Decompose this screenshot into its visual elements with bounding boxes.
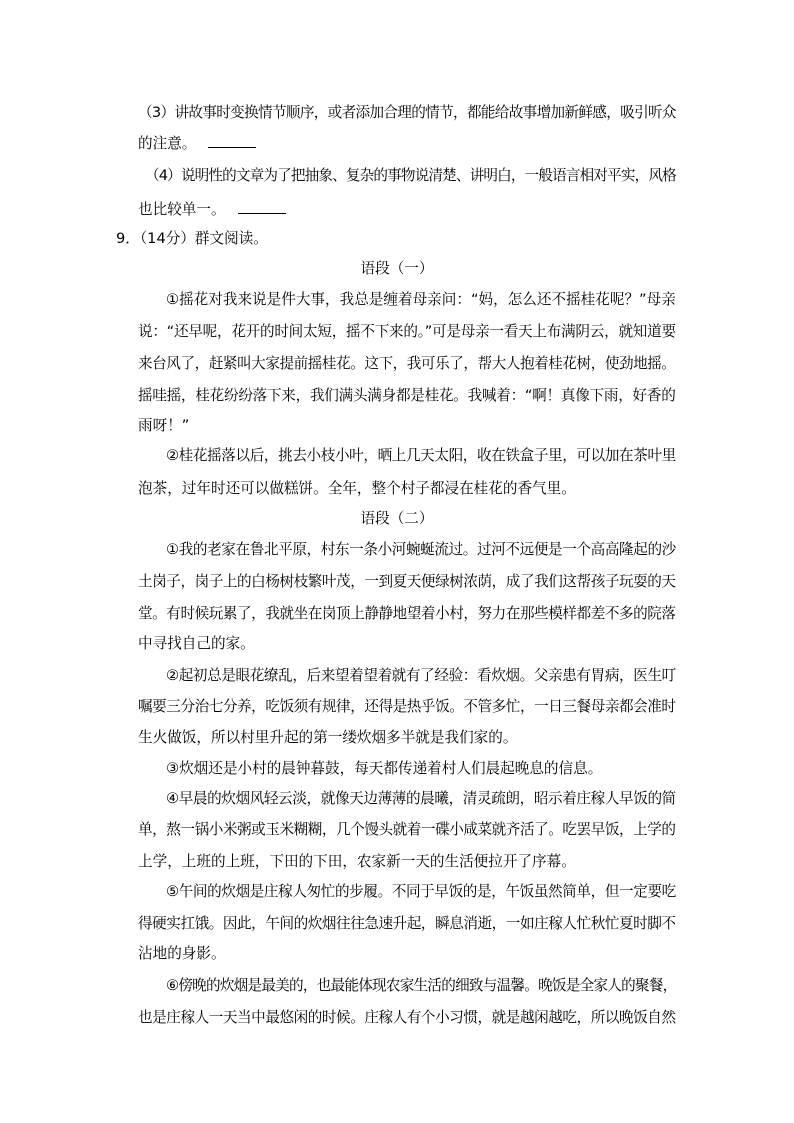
section1-line: 来台风了，赶紧叫大家提前摇桂花。这下，我可乐了，帮大人抱着桂花树，使劲地摇。 bbox=[138, 355, 676, 372]
section2-line: 堂。有时候玩累了，我就坐在岗顶上静静地望着小村，努力在那些模样都差不多的院落 bbox=[138, 605, 676, 622]
answer-blank[interactable] bbox=[238, 199, 286, 214]
section1-line: 泡茶，过年时还可以做糕饼。全年，整个村子都浸在桂花的香气里。 bbox=[138, 480, 576, 497]
q8-item3-line2-text: 的注意。 bbox=[138, 135, 197, 152]
section2-line: 得硬实扛饿。因此，午间的炊烟往往急速升起，瞬息消逝，一如庄稼人忙秋忙夏时脚不 bbox=[138, 915, 676, 932]
section1-line: 摇哇摇，桂花纷纷落下来，我们满头满身都是桂花。我喊着：“啊！真像下雨，好香的 bbox=[138, 387, 676, 404]
section2-line: ①我的老家在鲁北平原，村东一条小河蜿蜒流过。过河不远便是一个高高隆起的沙 bbox=[166, 541, 676, 558]
q9-header: 9．（14分）群文阅读。 bbox=[116, 230, 268, 247]
q8-item3-line2 bbox=[138, 133, 256, 154]
section2-title: 语段（二） bbox=[360, 510, 434, 527]
section2-line: 单，熬一锅小米粥或玉米糊糊，几个馒头就着一碟小咸菜就齐活了。吃罢早饭，上学的 bbox=[138, 821, 676, 838]
section2-line: 也是庄稼人一天当中最悠闲的时候。庄稼人有个小习惯，就是越闲越吃，所以晚饭自然 bbox=[138, 1009, 676, 1026]
answer-blank[interactable] bbox=[208, 133, 256, 148]
section2-line: 生火做饭，所以村里升起的第一缕炊烟多半就是我们家的。 bbox=[138, 729, 518, 746]
section2-line: 土岗子，岗子上的白杨树枝繁叶茂，一到夏天便绿树浓荫，成了我们这帮孩子玩耍的天 bbox=[138, 573, 676, 590]
section2-line: ②起初总是眼花缭乱，后来望着望着就有了经验：看炊烟。父亲患有胃病，医生叮 bbox=[166, 667, 676, 684]
q8-item4-line2-text: 也比较单一。 bbox=[138, 201, 226, 218]
section2-line: ④早晨的炊烟风轻云淡，就像天边薄薄的晨曦，清灵疏朗，昭示着庄稼人早饭的简 bbox=[166, 790, 676, 807]
section1-title: 语段（一） bbox=[360, 260, 434, 277]
section1-line: ②桂花摇落以后，挑去小枝小叶，晒上几天太阳，收在铁盒子里，可以加在茶叶里 bbox=[166, 447, 676, 464]
section2-line: 沾地的身影。 bbox=[138, 945, 226, 962]
section2-line: 上学，上班的上班，下田的下田，农家新一天的生活便拉开了序幕。 bbox=[138, 853, 576, 870]
section2-line: ⑤午间的炊烟是庄稼人匆忙的步履。不同于早饭的是，午饭虽然简单，但一定要吃 bbox=[166, 883, 676, 900]
q8-item4-line1: （4）说明性的文章为了把抽象、复杂的事物说清楚、讲明白，一般语言相对平实，风格 bbox=[145, 167, 676, 184]
section2-line: ③炊烟还是小村的晨钟暮鼓，每天都传递着村人们晨起晚息的信息。 bbox=[166, 760, 603, 777]
q8-item4-line2 bbox=[138, 199, 286, 220]
section2-line: 中寻找自己的家。 bbox=[138, 635, 255, 652]
section1-line: ①摇花对我来说是件大事，我总是缠着母亲问：“妈，怎么还不摇桂花呢？”母亲 bbox=[166, 291, 676, 308]
section1-line: 说：“还早呢，花开的时间太短，摇不下来的。”可是母亲一看天上布满阴云，就知道要 bbox=[138, 323, 676, 340]
q8-item3-line1: （3）讲故事时变换情节顺序，或者添加合理的情节，都能给故事增加新鲜感，吸引听众 bbox=[138, 104, 676, 121]
section2-line: 嘱要三分治七分养，吃饭须有规律，还得是热乎饭。不管多忙，一日三餐母亲都会准时 bbox=[138, 698, 676, 715]
section2-line: ⑥傍晚的炊烟是最美的，也最能体现农家生活的细致与温馨。晚饭是全家人的聚餐， bbox=[166, 977, 677, 994]
section1-line: 雨呀！” bbox=[138, 417, 190, 434]
